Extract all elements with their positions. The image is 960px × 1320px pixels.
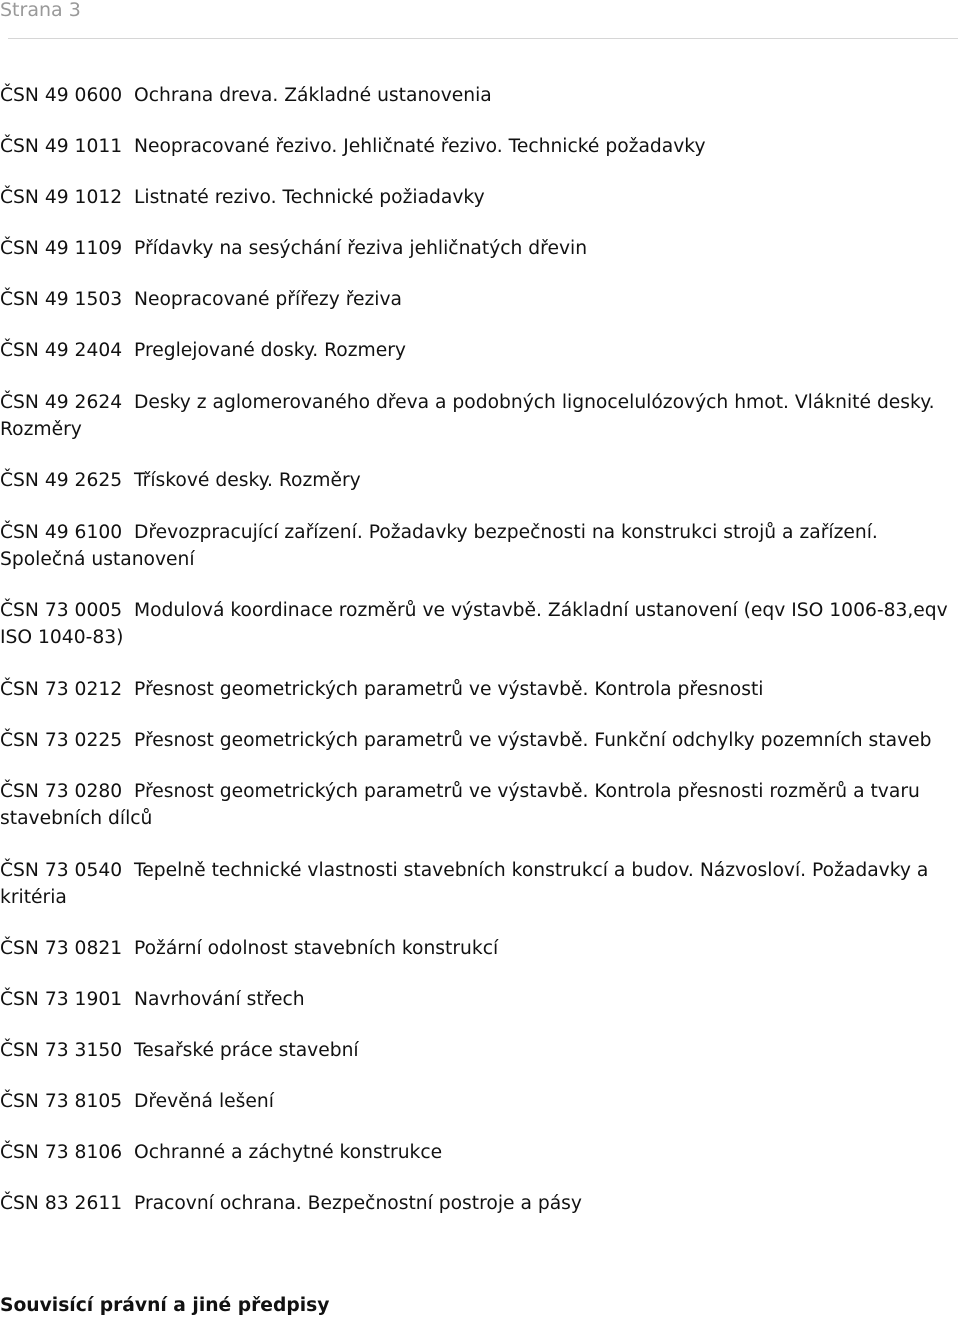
standard-entry [0,467,955,494]
standard-title: Modulová koordinace rozměrů ve výstavbě. Základní ustanovení (eqv ISO 1006-83,eqv ISO 1040-83) [0,600,948,648]
standard-title: Listnaté rezivo. Technické požiadavky [134,187,485,208]
standard-code: ČSN 73 1901 [0,989,123,1010]
standard-code: ČSN 73 8105 [0,1091,123,1112]
standard-code: ČSN 49 2625 [0,470,123,491]
standard-code: ČSN 49 1011 [0,136,123,157]
standard-title: Přesnost geometrických parametrů ve výstavbě. Kontrola přesnosti rozměrů a tvaru stavebních dílců [0,781,920,829]
standard-entry [0,235,955,262]
standard-code: ČSN 49 2404 [0,340,123,361]
standard-entry [0,286,955,313]
section-heading: Souvisící právní a jiné předpisy [0,1295,330,1316]
standard-entry [0,337,955,364]
standard-entry [0,597,955,651]
standard-title: Přesnost geometrických parametrů ve výstavbě. Kontrola přesnosti [134,679,764,700]
standard-title: Neopracované řezivo. Jehličnaté řezivo. Technické požadavky [134,136,706,157]
standard-title: Přesnost geometrických parametrů ve výstavbě. Funkční odchylky pozemních staveb [134,730,932,751]
standard-title: Požární odolnost stavebních konstrukcí [134,938,499,959]
standard-title: Ochranné a záchytné konstrukce [134,1142,443,1163]
standard-entry [0,676,955,703]
standard-code: ČSN 49 6100 [0,522,123,543]
standard-entry [0,82,955,109]
standard-code: ČSN 73 0280 [0,781,123,802]
standard-title: Preglejované dosky. Rozmery [134,340,406,361]
standard-entry [0,935,955,962]
standard-entry [0,389,955,443]
standard-code: ČSN 49 0600 [0,85,123,106]
standard-entry [0,727,955,754]
standard-code: ČSN 49 2624 [0,392,123,413]
standard-title: Ochrana dreva. Základné ustanovenia [134,85,492,106]
standard-title: Navrhování střech [134,989,305,1010]
page-number-label: Strana 3 [0,0,81,21]
standard-code: ČSN 49 1012 [0,187,123,208]
standard-entry [0,1088,955,1115]
standard-title: Tepelně technické vlastnosti stavebních konstrukcí a budov. Názvosloví. Požadavky a kritéria [0,860,929,908]
standard-code: ČSN 73 0225 [0,730,123,751]
standard-code: ČSN 83 2611 [0,1193,123,1214]
standard-title: Neopracované přířezy řeziva [134,289,403,310]
standard-title: Tesařské práce stavební [134,1040,359,1061]
standard-title: Desky z aglomerovaného dřeva a podobných lignocelulózových hmot. Vláknité desky. Rozměry [0,392,935,440]
standard-title: Třískové desky. Rozměry [134,470,361,491]
standard-title: Přídavky na sesýchání řeziva jehličnatých dřevin [134,238,588,259]
standard-code: ČSN 73 0212 [0,679,123,700]
standard-entry [0,986,955,1013]
standard-code: ČSN 49 1109 [0,238,123,259]
standard-code: ČSN 73 0540 [0,860,123,881]
standard-title: Dřevěná lešení [134,1091,274,1112]
standard-code: ČSN 73 0005 [0,600,123,621]
standard-entry [0,1037,955,1064]
standard-entry [0,1139,955,1166]
standard-entry [0,133,955,160]
standard-entry [0,778,955,832]
standard-entry [0,857,955,911]
standard-code: ČSN 49 1503 [0,289,123,310]
standard-title: Dřevozpracující zařízení. Požadavky bezpečnosti na konstrukci strojů a zařízení. Společná ustanovení [0,522,878,570]
standard-code: ČSN 73 0821 [0,938,123,959]
standard-title: Pracovní ochrana. Bezpečnostní postroje a pásy [134,1193,582,1214]
standard-code: ČSN 73 3150 [0,1040,123,1061]
header-divider [8,38,958,39]
standard-entry [0,184,955,211]
standard-entry [0,519,955,573]
standard-code: ČSN 73 8106 [0,1142,123,1163]
standard-entry [0,1190,955,1217]
